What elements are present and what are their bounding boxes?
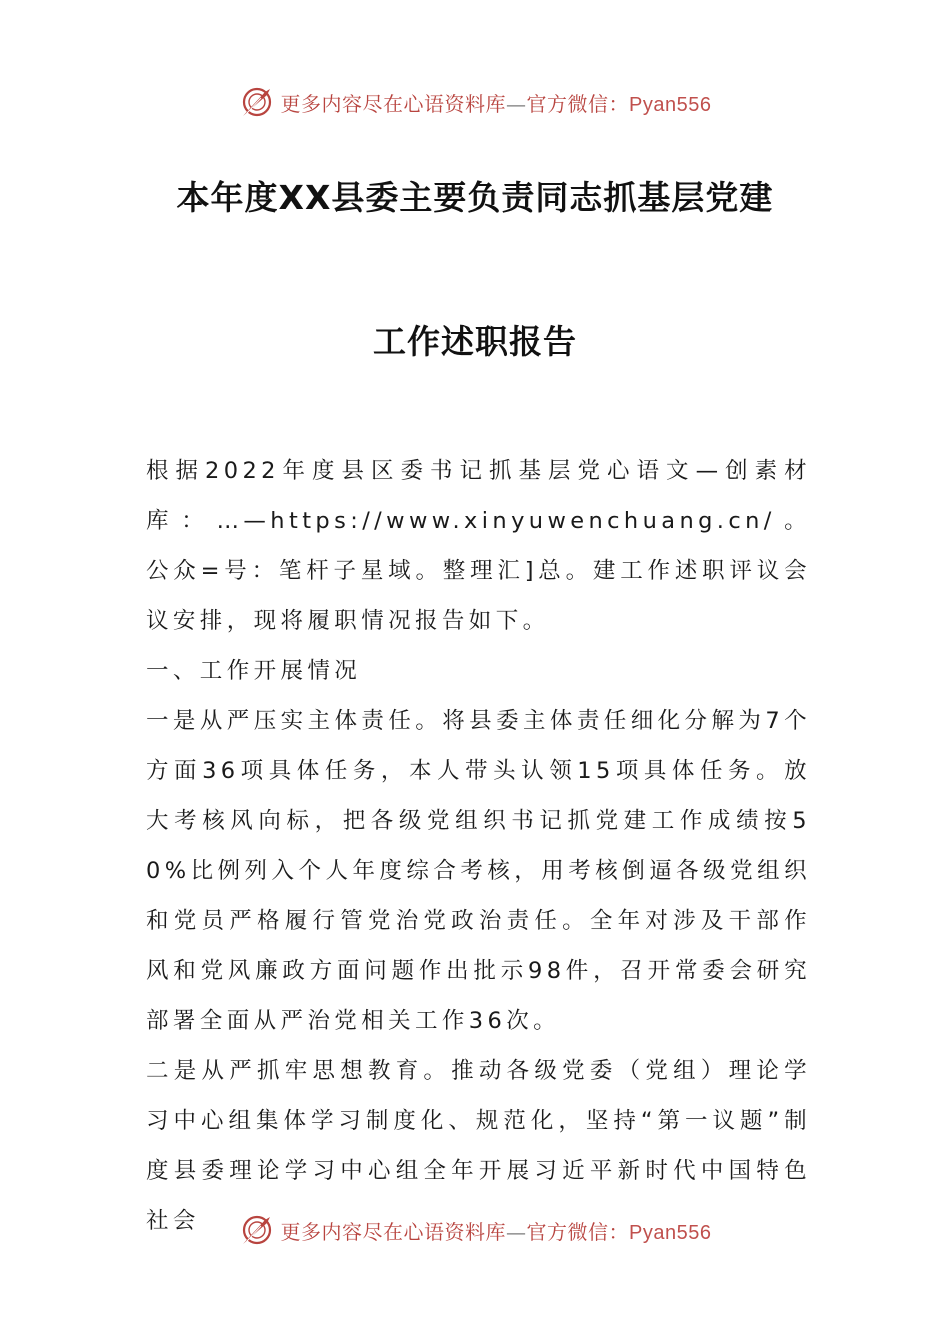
document-title-line-1: 本年度XX县委主要负责同志抓基层党建 — [176, 178, 774, 217]
banner-text — [281, 1216, 712, 1245]
paragraph-intro: 根据2022年度县区委书记抓基层党心语文—创素材库：…—https://www.xinyuwenchuang.cn/。公众=号：笔杆子星域。整理汇]总。建工作述职评议会议安排，现将履职情况报告如下。 — [146, 458, 811, 634]
document-title-line-2: 工作述职报告 — [373, 322, 577, 361]
banner-main-text: 更多内容尽在心语资料库 — [280, 91, 507, 116]
banner-main-text: 更多内容尽在心语资料库 — [280, 1219, 507, 1244]
quill-pen-logo-icon — [239, 1212, 275, 1248]
document-body — [146, 446, 811, 1246]
paragraph-item-1: 一是从严压实主体责任。将县委主体责任细化分解为7个方面36项具体任务，本人带头认领15项具体任务。放大考核风向标，把各级党组织书记抓党建工作成绩按50%比例列入个人年度综合考核，用考核倒逼各级党组织和党员严格履行管党治党政治责任。全年对涉及干部作风和党风廉政方面问题作出批示98件，召开常委会研究部署全面从严治党相关工作36次。 — [146, 708, 811, 1034]
banner-wechat-id: Pyan556 — [629, 93, 712, 116]
banner-wechat-label: 官方微信： — [526, 1219, 630, 1244]
banner-wechat-id: Pyan556 — [629, 1221, 712, 1244]
header-banner — [0, 80, 950, 124]
section-heading: 一、工作开展情况 — [146, 658, 362, 684]
paragraph-item-2: 二是从严抓牢思想教育。推动各级党委（党组）理论学习中心组集体学习制度化、规范化，坚持“第一议题”制度县委理论学习中心组全年开展习近平新时代中国特色社会 — [146, 1058, 811, 1234]
banner-separator: — — [506, 91, 527, 116]
quill-pen-logo-icon — [239, 84, 275, 120]
banner-separator: — — [506, 1219, 527, 1244]
banner-wechat-label: 官方微信： — [526, 91, 630, 116]
footer-banner — [0, 1208, 950, 1252]
banner-text — [281, 88, 712, 117]
